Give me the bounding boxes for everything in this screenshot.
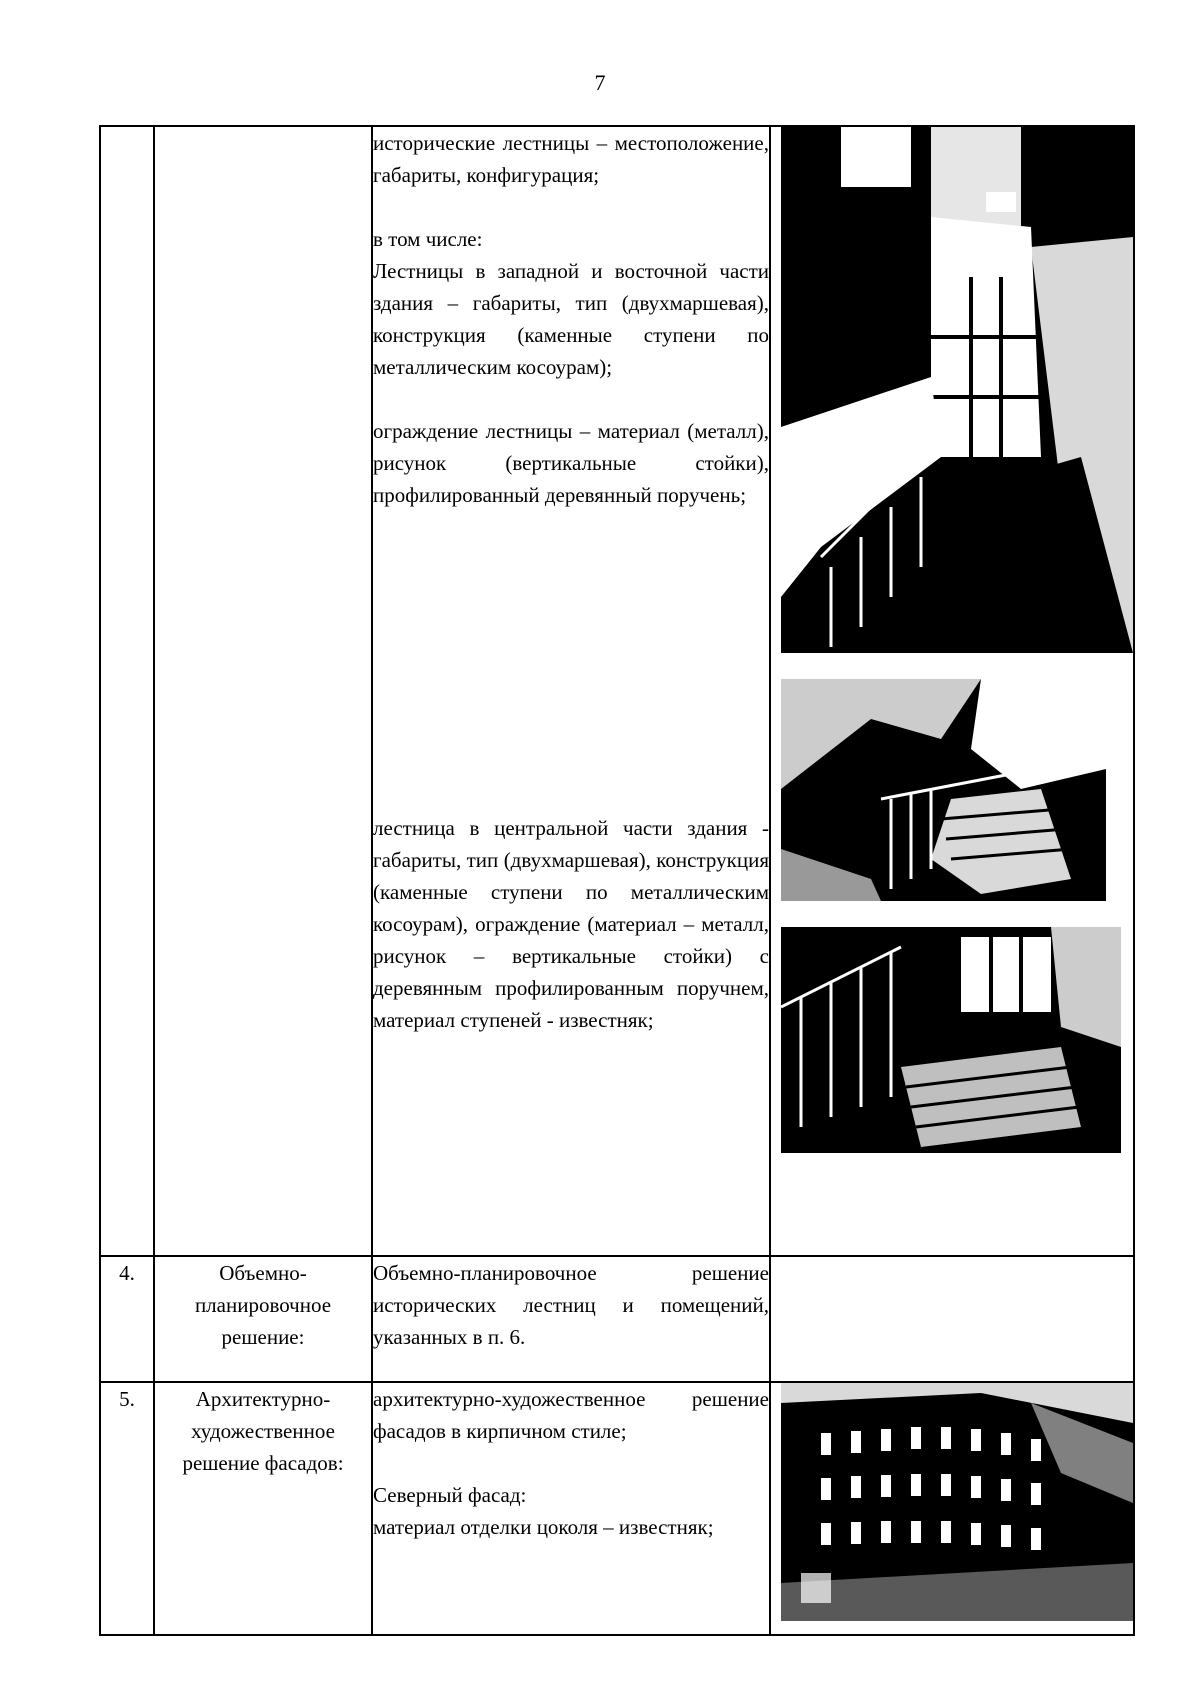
table-row-staircases	[100, 126, 1134, 1256]
staircase-photo-3	[781, 927, 1121, 1153]
paragraph-facade-style: архитектурно-художественное решение фасадов в кирпичном стиле;	[373, 1387, 769, 1443]
row-description-cell	[372, 1382, 770, 1635]
paragraph-including: в том числе:	[373, 227, 483, 251]
paragraph-historic-stairs: исторические лестницы – местоположение, габариты, конфигурация;	[373, 131, 769, 187]
row-title-cell	[154, 126, 372, 1256]
table-row-4	[100, 1256, 1134, 1382]
row-title-cell: Объемно-планировочное решение:	[154, 1256, 372, 1382]
row-title-cell: Архитектурно-художественное решение фасадов:	[154, 1382, 372, 1635]
page-number: 7	[594, 70, 606, 95]
row-description-cell	[372, 1256, 770, 1382]
row-photo-cell	[770, 126, 1134, 1256]
paragraph-layout-solution: Объемно-планировочное решение исторических лестниц и помещений, указанных в п. 6.	[373, 1261, 769, 1349]
paragraph-west-east-stairs: Лестницы в западной и восточной части здания – габариты, тип (двухмаршевая), конструкция (каменные ступени по металлическим косоурам);	[373, 259, 769, 379]
row-number-cell: 4.	[100, 1256, 154, 1382]
row-description-cell	[372, 126, 770, 1256]
row-number-cell	[100, 126, 154, 1256]
monument-features-table	[99, 125, 1135, 1636]
paragraph-central-stair: лестница в центральной части здания - габариты, тип (двухмаршевая), конструкция (каменные ступени по металлическим косоурам), ограждение (материал – металл, рисунок – вертикальные стойки) с деревянным профилированным поручнем, материал ступеней - известняк;	[373, 816, 769, 1032]
staircase-photo-1	[781, 127, 1133, 653]
paragraph-stair-railing: ограждение лестницы – материал (металл), рисунок (вертикальные стойки), профилированный деревянный поручень;	[373, 419, 769, 507]
row-number-cell: 5.	[100, 1382, 154, 1635]
paragraph-north-facade: Северный фасад:	[373, 1483, 527, 1507]
table-row-5	[100, 1382, 1134, 1635]
row-photo-cell	[770, 1256, 1134, 1382]
staircase-photo-2	[781, 679, 1106, 901]
facade-photo	[781, 1383, 1133, 1621]
row-photo-cell	[770, 1382, 1134, 1635]
paragraph-plinth-material: материал отделки цоколя – известняк;	[373, 1515, 714, 1539]
